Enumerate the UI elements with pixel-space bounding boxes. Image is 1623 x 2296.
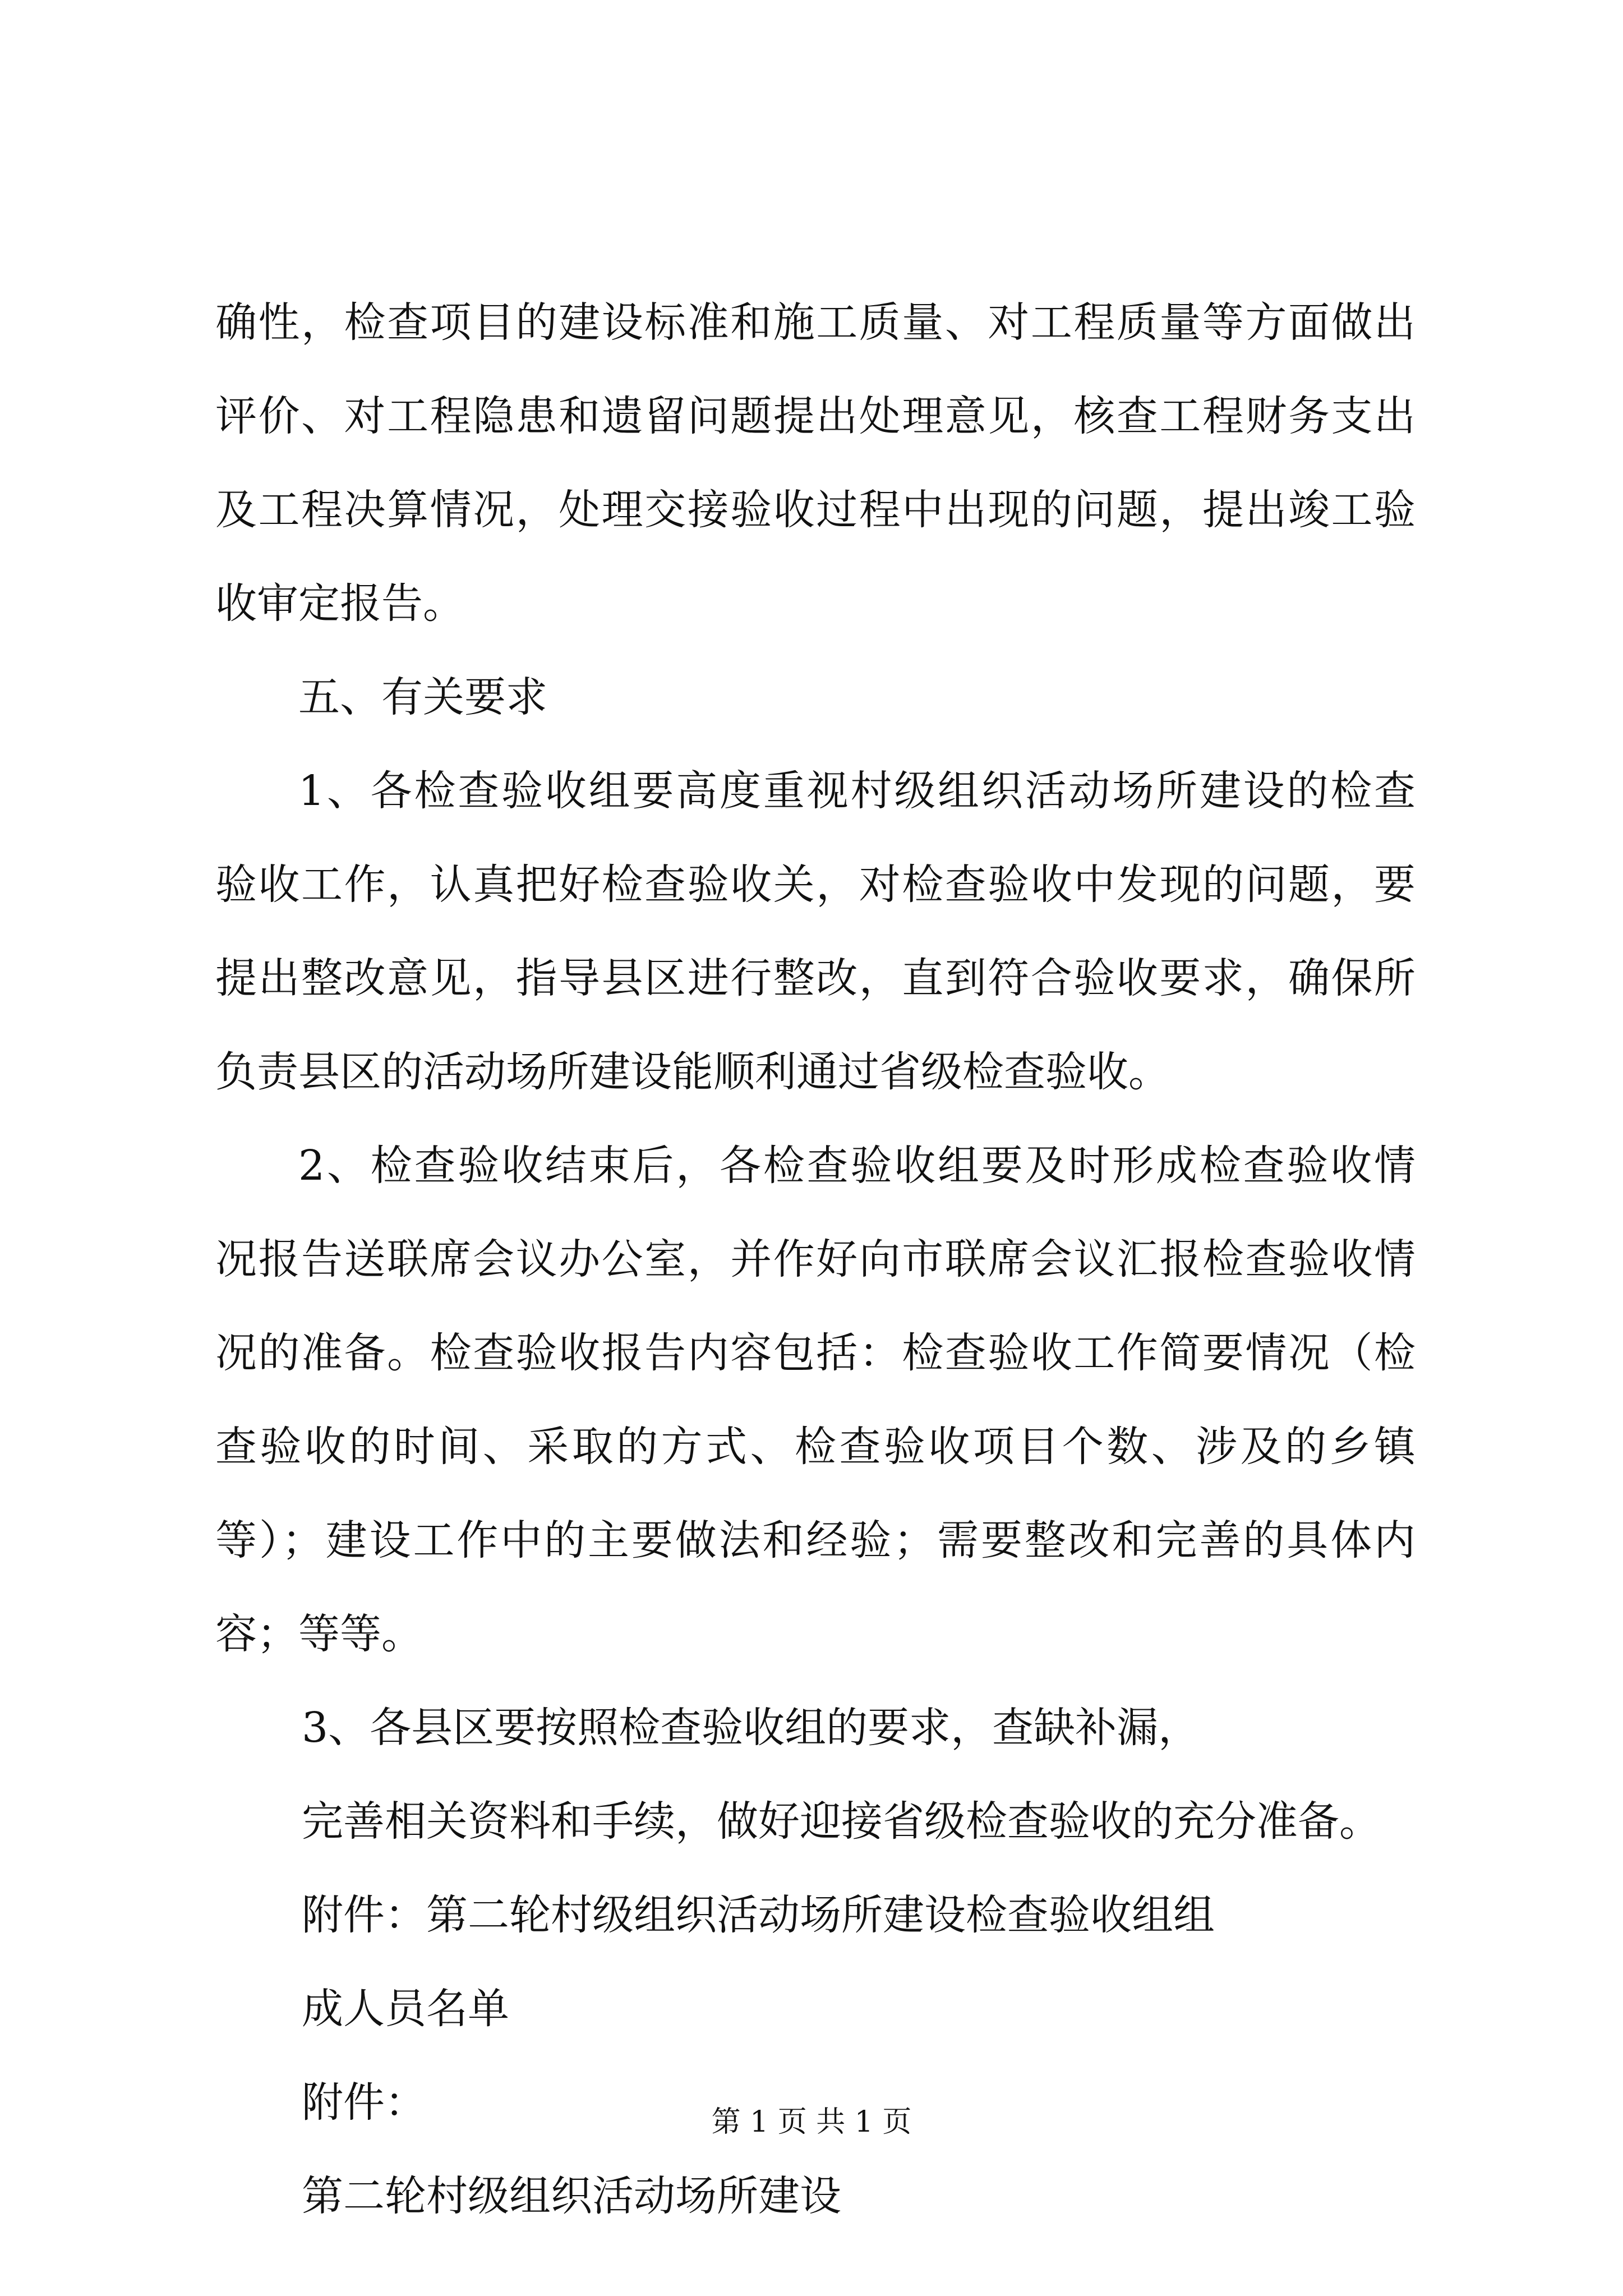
paragraph-line: 况的准备。检查验收报告内容包括：检查验收工作简要情况（检 [215,1329,1415,1377]
paragraph-line: 验收工作，认真把好检查验收关，对检查验收中发现的问题，要 [215,861,1415,909]
document-body [215,276,1415,2243]
paragraph-line: 容；等等。 [215,1610,423,1658]
paragraph-line: 提出整改意见，指导县区进行整改，直到符合验收要求，确保所 [215,954,1415,1002]
paragraph-line: 1、各检查验收组要高度重视村级组织活动场所建设的检查 [298,767,1415,815]
paragraph-line: 查验收的时间、采取的方式、检查验收项目个数、涉及的乡镇 [215,1423,1415,1471]
paragraph-line: 负责县区的活动场所建设能顺利通过省级检查验收。 [215,1048,1170,1096]
section-heading: 五、有关要求 [298,673,547,721]
attachment-label: 附件： [302,2078,426,2127]
paragraph-line: 收审定报告。 [215,579,464,628]
attachment-title: 第二轮村级组织活动场所建设 [302,2172,841,2220]
paragraph-line: 况报告送联席会议办公室，并作好向市联席会议汇报检查验收情 [215,1235,1415,1283]
page-footer: 第 1 页 共 1 页 [711,2105,912,2139]
attachment-line: 附件：第二轮村级组织活动场所建设检查验收组组 [302,1891,1215,1939]
paragraph-line: 评价、对工程隐患和遗留问题提出处理意见，核查工程财务支出 [215,392,1415,440]
paragraph-line: 完善相关资料和手续，做好迎接省级检查验收的充分准备。 [302,1797,1381,1846]
attachment-line: 成人员名单 [302,1985,509,2033]
paragraph-line: 2、检查验收结束后，各检查验收组要及时形成检查验收情 [298,1142,1415,1190]
paragraph-line: 及工程决算情况，处理交接验收过程中出现的问题，提出竣工验 [215,486,1415,534]
paragraph-line: 确性，检查项目的建设标准和施工质量、对工程质量等方面做出 [215,298,1415,347]
paragraph-line: 等）；建设工作中的主要做法和经验；需要整改和完善的具体内 [215,1516,1415,1565]
paragraph-line: 3、各县区要按照检查验收组的要求，查缺补漏， [302,1704,1200,1752]
